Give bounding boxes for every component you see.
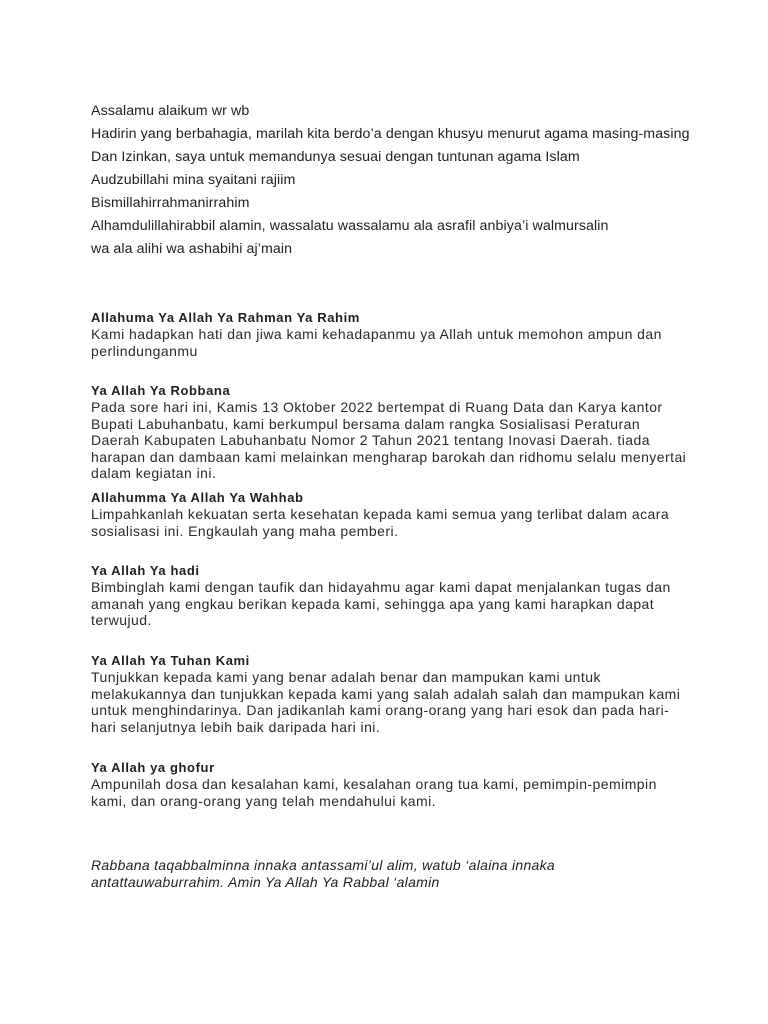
prayer-section-robbana xyxy=(91,382,691,482)
section-body: Limpahkanlah kekuatan serta kesehatan kepada kami semua yang terlibat dalam acara sosialisasi ini. Engkaulah yang maha pemberi. xyxy=(91,506,670,539)
permission-line: Dan Izinkan, saya untuk memandunya sesuai dengan tuntunan agama Islam xyxy=(91,149,580,165)
prayer-section-tuhan-kami xyxy=(91,652,691,735)
section-body: Kami hadapkan hati dan jiwa kami kehadapanmu ya Allah untuk memohon ampun dan perlindunganmu xyxy=(91,326,662,359)
section-body: Bimbinglah kami dengan taufik dan hidayahmu agar kami dapat menjalankan tugas dan amanah yang engkau berikan kepada kami, sehingga apa yang kami harapkan dapat terwujud. xyxy=(91,579,671,628)
prayer-section-wahhab xyxy=(91,489,691,539)
section-heading: Allahumma Ya Allah Ya Wahhab xyxy=(91,490,304,505)
prayer-section-ghofur xyxy=(91,759,691,809)
prayer-section-hadi xyxy=(91,562,691,629)
section-body: Tunjukkan kepada kami yang benar adalah benar dan mampukan kami untuk melakukannya dan tunjukkan kepada kami yang salah adalah salah dan mampukan kami untuk menghindarinya. Dan jadikanlah kami orang-orang yang hari esok dan pada hari-hari selanjutnya lebih baik daripada hari ini. xyxy=(91,669,681,735)
section-heading: Ya Allah Ya Tuhan Kami xyxy=(91,653,250,668)
invitation-line: Hadirin yang berbahagia, marilah kita berdo’a dengan khusyu menurut agama masing-masing xyxy=(91,126,690,142)
section-body: Ampunilah dosa dan kesalahan kami, kesalahan orang tua kami, pemimpin-pemimpin kami, dan orang-orang yang telah mendahului kami. xyxy=(91,776,657,809)
closing-prayer: Rabbana taqabbalminna innaka antassami’ul alim, watub ‘alaina innaka antattauwaburrahim. Amin Ya Allah Ya Rabbal ‘alamin xyxy=(91,857,556,890)
opening-greetings xyxy=(91,100,691,261)
section-body: Pada sore hari ini, Kamis 13 Oktober 2022 bertempat di Ruang Data dan Karya kantor Bupati Labuhanbatu, kami berkumpul bersama dalam rangka Sosialisasi Peraturan Daerah Kabupaten Labuhanbatu Nomor 2 Tahun 2021 tentang Inovasi Daerah. tiada harapan dan dambaan kami melainkan mengharap barokah dan ridhomu selalu menyertai dalam kegiatan ini. xyxy=(91,399,687,481)
greeting-line: Assalamu alaikum wr wb xyxy=(91,103,250,119)
section-heading: Ya Allah ya ghofur xyxy=(91,760,215,775)
taawudz-line: Audzubillahi mina syaitani rajiim xyxy=(91,172,296,188)
salawat-line: wa ala alihi wa ashabihi aj’main xyxy=(91,241,293,257)
prayer-section-rahman xyxy=(91,309,691,359)
section-heading: Ya Allah Ya hadi xyxy=(91,563,200,578)
section-heading: Ya Allah Ya Robbana xyxy=(91,383,231,398)
section-heading: Allahuma Ya Allah Ya Rahman Ya Rahim xyxy=(91,310,360,325)
basmalah-line: Bismillahirrahmanirrahim xyxy=(91,195,250,211)
hamdalah-line: Alhamdulillahirabbil alamin, wassalatu wassalamu ala asrafil anbiya’i walmursalin xyxy=(91,218,609,234)
